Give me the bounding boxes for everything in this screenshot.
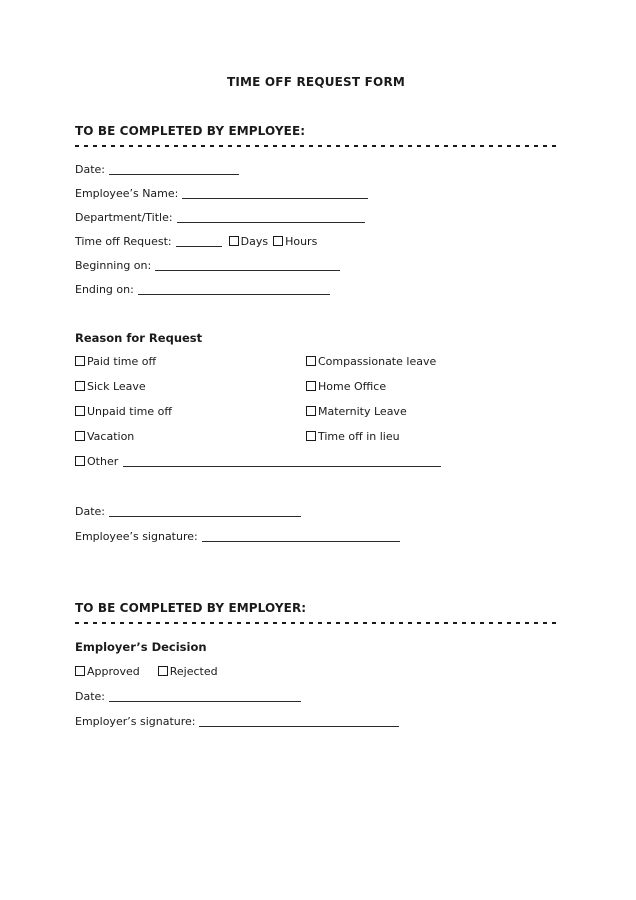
vacation-checkbox[interactable] [75, 431, 85, 441]
rejected-checkbox[interactable] [158, 666, 168, 676]
employer-signature-fill-line[interactable] [199, 725, 399, 727]
dashed-divider [75, 145, 557, 147]
reason-option-paid-time-off [75, 355, 306, 369]
field-row-ending-on [75, 283, 557, 297]
employee-sign-date-fill-line[interactable] [109, 515, 301, 517]
ending-on-fill-line[interactable] [138, 293, 330, 295]
reason-row [75, 380, 557, 394]
reason-row-other [75, 455, 557, 469]
approved-label: Approved [87, 665, 140, 678]
time-off-request-label: Time off Request: [75, 235, 172, 248]
employee-sign-date-label: Date: [75, 505, 105, 518]
sick-leave-checkbox[interactable] [75, 381, 85, 391]
other-fill-line[interactable] [123, 465, 441, 467]
employee-name-label: Employee’s Name: [75, 187, 179, 200]
date-fill-line[interactable] [109, 173, 239, 175]
employee-section-heading: TO BE COMPLETED BY EMPLOYEE: [75, 124, 306, 138]
beginning-on-fill-line[interactable] [155, 269, 340, 271]
department-title-fill-line[interactable] [177, 221, 365, 223]
field-row-date [75, 163, 557, 177]
reason-option-sick-leave [75, 380, 306, 394]
beginning-on-label: Beginning on: [75, 259, 152, 272]
field-row-department-title [75, 211, 557, 225]
vacation-label: Vacation [87, 430, 135, 443]
time-off-amount-fill-line[interactable] [176, 245, 222, 247]
employee-signature-fill-line[interactable] [202, 540, 400, 542]
decision-options-row [75, 665, 557, 679]
field-row-employee-name [75, 187, 557, 201]
reason-row [75, 355, 557, 369]
date-label: Date: [75, 163, 105, 176]
other-checkbox[interactable] [75, 456, 85, 466]
reason-option-maternity-leave [306, 405, 557, 419]
dashed-divider [75, 622, 557, 624]
home-office-label: Home Office [318, 380, 387, 393]
unpaid-time-off-label: Unpaid time off [87, 405, 172, 418]
field-row-employee-sign-date [75, 505, 557, 519]
hours-checkbox[interactable] [273, 236, 283, 246]
ending-on-label: Ending on: [75, 283, 134, 296]
field-row-employer-signature [75, 715, 557, 729]
time-off-in-lieu-label: Time off in lieu [318, 430, 400, 443]
field-row-employer-date [75, 690, 557, 704]
field-row-employee-signature [75, 530, 557, 544]
reason-for-request-heading: Reason for Request [75, 331, 203, 345]
days-checkbox[interactable] [229, 236, 239, 246]
employer-date-label: Date: [75, 690, 105, 703]
maternity-leave-label: Maternity Leave [318, 405, 407, 418]
paid-time-off-label: Paid time off [87, 355, 157, 368]
rejected-label: Rejected [169, 665, 218, 678]
employer-decision-heading: Employer’s Decision [75, 640, 207, 654]
home-office-checkbox[interactable] [306, 381, 316, 391]
approved-checkbox[interactable] [75, 666, 85, 676]
paid-time-off-checkbox[interactable] [75, 356, 85, 366]
employee-name-fill-line[interactable] [182, 197, 368, 199]
hours-label: Hours [285, 235, 318, 248]
reason-option-other [75, 455, 441, 469]
reason-option-unpaid-time-off [75, 405, 306, 419]
field-row-beginning-on [75, 259, 557, 273]
employer-date-fill-line[interactable] [109, 700, 301, 702]
sick-leave-label: Sick Leave [87, 380, 146, 393]
reason-row [75, 405, 557, 419]
employee-signature-label: Employee’s signature: [75, 530, 198, 543]
reason-option-home-office [306, 380, 557, 394]
days-label: Days [240, 235, 269, 248]
reason-option-compassionate-leave [306, 355, 557, 369]
unpaid-time-off-checkbox[interactable] [75, 406, 85, 416]
employer-section-heading: TO BE COMPLETED BY EMPLOYER: [75, 601, 307, 615]
other-label: Other [87, 455, 119, 468]
reason-row [75, 430, 557, 444]
reason-option-vacation [75, 430, 306, 444]
field-row-time-off-request [75, 235, 557, 249]
time-off-in-lieu-checkbox[interactable] [306, 431, 316, 441]
compassionate-leave-label: Compassionate leave [318, 355, 437, 368]
maternity-leave-checkbox[interactable] [306, 406, 316, 416]
reason-option-time-off-in-lieu [306, 430, 557, 444]
department-title-label: Department/Title: [75, 211, 173, 224]
compassionate-leave-checkbox[interactable] [306, 356, 316, 366]
employer-signature-label: Employer’s signature: [75, 715, 196, 728]
page-title: TIME OFF REQUEST FORM [226, 75, 406, 89]
